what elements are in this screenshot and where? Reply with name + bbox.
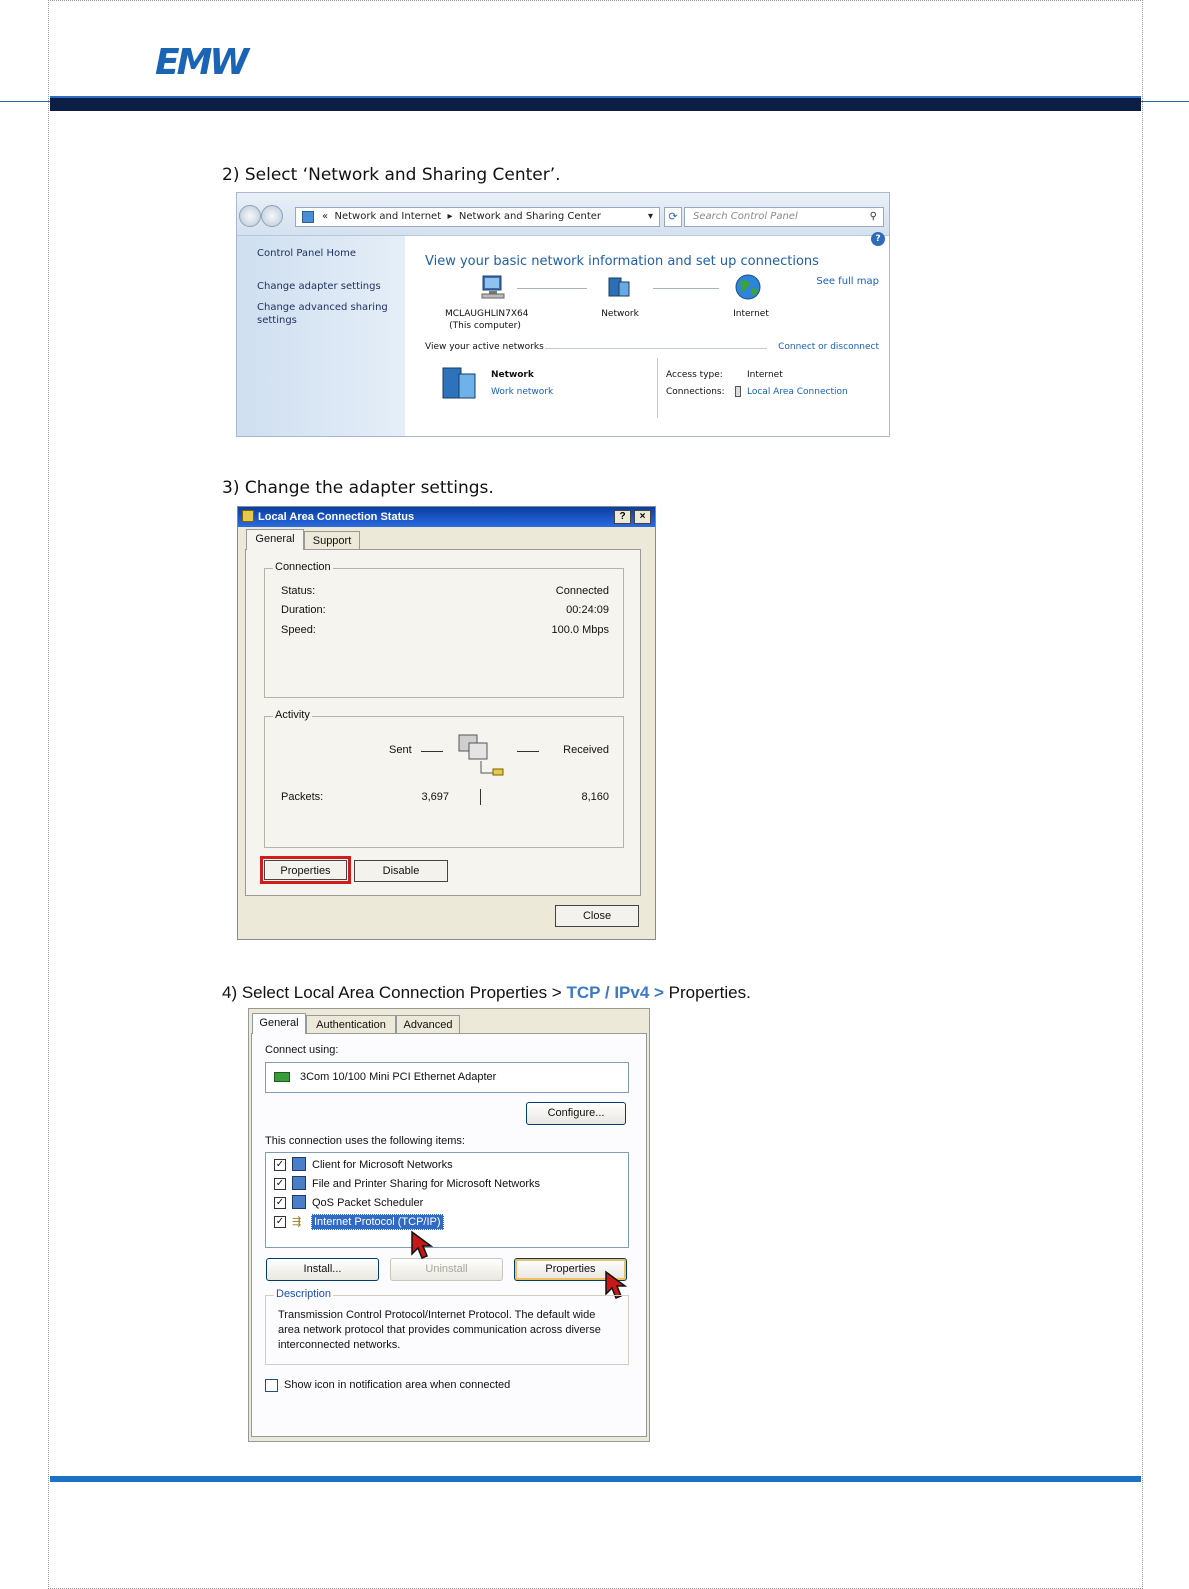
step-3-text: 3) Change the adapter settings. <box>222 478 494 498</box>
disable-button[interactable]: Disable <box>354 860 448 882</box>
see-full-map-link[interactable]: See full map <box>816 276 879 287</box>
description-group: Description Transmission Control Protocol/Internet Protocol. The default wide area network protocol that provides communication across diverse interconnected networks. <box>265 1295 629 1365</box>
node-network-label: Network <box>601 309 639 319</box>
sharing-icon <box>292 1176 306 1190</box>
help-button[interactable]: ? <box>614 510 631 524</box>
network-icon <box>441 364 481 400</box>
sent-label: Sent <box>389 744 412 756</box>
access-type-label: Access type: <box>666 370 723 380</box>
configure-button[interactable]: Configure... <box>526 1102 626 1125</box>
item-checkbox[interactable]: ✓ <box>275 1159 285 1170</box>
work-network-link[interactable]: Work network <box>491 387 554 397</box>
item-checkbox[interactable]: ✓ <box>275 1197 285 1208</box>
link-line <box>517 288 587 289</box>
packets-label: Packets: <box>281 791 324 803</box>
adapter-name: 3Com 10/100 Mini PCI Ethernet Adapter <box>300 1071 497 1083</box>
sidebar-item-change-adapter[interactable]: Change adapter settings <box>257 281 381 292</box>
computer-icon <box>479 274 507 300</box>
received-label: Received <box>563 744 609 756</box>
list-item[interactable]: QoS Packet Scheduler <box>312 1197 424 1209</box>
status-label: Status: <box>281 585 316 597</box>
general-panel <box>251 1033 647 1437</box>
adapter-icon <box>274 1072 290 1082</box>
tab-general[interactable]: General <box>252 1013 306 1034</box>
back-button[interactable] <box>239 205 261 227</box>
search-icon[interactable]: ⚲ <box>869 211 877 222</box>
protocol-icon: ⇶ <box>292 1216 302 1228</box>
properties-button[interactable]: Properties <box>264 860 347 880</box>
speed-value: 100.0 Mbps <box>551 624 609 636</box>
network-sharing-center-screenshot <box>236 192 890 437</box>
general-panel <box>245 549 641 896</box>
chevron-right-icon: ▸ <box>444 211 456 222</box>
list-item[interactable]: File and Printer Sharing for Microsoft Networks <box>312 1178 541 1190</box>
tab-support[interactable]: Support <box>304 531 360 550</box>
sidebar <box>237 236 405 437</box>
divider <box>545 348 767 349</box>
main-pane <box>405 236 889 436</box>
list-item-selected[interactable]: Internet Protocol (TCP/IP) <box>311 1214 444 1230</box>
emw-logo: EMW <box>155 42 247 83</box>
node-computer-sub: (This computer) <box>449 321 521 331</box>
header-bar <box>50 96 1141 111</box>
qos-icon <box>292 1195 306 1209</box>
close-button[interactable]: Close <box>555 905 639 927</box>
node-internet-label: Internet <box>733 309 769 319</box>
address-bar <box>237 193 889 236</box>
network-icon <box>302 211 314 223</box>
sidebar-item-advanced-sharing[interactable]: Change advanced sharing <box>257 302 388 313</box>
dialog-title: Local Area Connection Status <box>258 511 415 523</box>
network-device-icon <box>605 272 633 300</box>
connection-properties-dialog <box>248 1008 650 1442</box>
description-text: Transmission Control Protocol/Internet Protocol. The default wide area network protocol that provides communication across diverse interconnected networks. <box>278 1309 601 1351</box>
connection-group: Connection Status: Connected Duration: 00:24:09 Speed: 100.0 Mbps <box>264 568 624 698</box>
sidebar-item-advanced-sharing-cont[interactable]: settings <box>257 315 297 326</box>
footer-bar <box>50 1476 1141 1482</box>
breadcrumb-separator: « <box>322 211 329 222</box>
step-4-text: 4) Select Local Area Connection Properties > TCP / IPv4 > Properties. <box>222 983 751 1002</box>
page-title: View your basic network information and set up connections <box>425 254 819 269</box>
breadcrumb-network-sharing[interactable]: Network and Sharing Center <box>458 211 602 222</box>
forward-button[interactable] <box>261 205 283 227</box>
active-networks-label: View your active networks <box>425 342 544 352</box>
uninstall-button: Uninstall <box>390 1258 503 1281</box>
search-input[interactable]: Search Control Panel ⚲ <box>684 207 884 227</box>
connection-icon <box>735 386 741 397</box>
sidebar-item-control-panel-home[interactable]: Control Panel Home <box>257 248 357 259</box>
help-icon[interactable]: ? <box>871 232 885 246</box>
item-checkbox[interactable]: ✓ <box>275 1178 285 1189</box>
step-2-text: 2) Select ‘Network and Sharing Center’. <box>222 165 561 185</box>
activity-group: Activity Sent Received Packets: 3,697 8,160 <box>264 716 624 848</box>
packets-sent-value: 3,697 <box>421 791 449 803</box>
connections-label: Connections: <box>666 387 725 397</box>
link-line <box>653 288 719 289</box>
item-checkbox[interactable]: ✓ <box>275 1216 285 1227</box>
refresh-icon[interactable]: ⟳ <box>664 207 682 227</box>
local-area-connection-link[interactable]: Local Area Connection <box>747 387 848 397</box>
show-icon-checkbox[interactable] <box>265 1379 278 1392</box>
network-activity-icon <box>453 729 513 777</box>
connect-using-label: Connect using: <box>265 1044 339 1056</box>
access-type-value: Internet <box>747 370 783 380</box>
connect-or-disconnect-link[interactable]: Connect or disconnect <box>778 342 879 352</box>
tab-advanced[interactable]: Advanced <box>396 1015 460 1034</box>
divider <box>657 358 658 418</box>
install-button[interactable]: Install... <box>266 1258 379 1281</box>
status-value: Connected <box>555 585 609 597</box>
duration-value: 00:24:09 <box>566 604 609 616</box>
connection-icon <box>242 510 254 522</box>
active-network-name: Network <box>491 370 534 380</box>
duration-label: Duration: <box>281 604 326 616</box>
client-icon <box>292 1157 306 1171</box>
show-icon-label[interactable]: Show icon in notification area when connected <box>284 1379 511 1391</box>
breadcrumb[interactable] <box>295 207 660 227</box>
tab-authentication[interactable]: Authentication <box>306 1015 396 1034</box>
items-label: This connection uses the following items: <box>265 1135 465 1147</box>
list-item[interactable]: Client for Microsoft Networks <box>312 1159 453 1171</box>
adapter-field <box>265 1062 629 1093</box>
close-icon[interactable]: × <box>634 510 651 524</box>
properties-button[interactable]: Properties <box>514 1258 627 1281</box>
node-computer-label: MCLAUGHLIN7X64 <box>445 309 529 319</box>
chevron-down-icon[interactable]: ▾ <box>647 211 653 222</box>
speed-label: Speed: <box>281 624 316 636</box>
globe-icon <box>733 272 763 302</box>
items-list <box>265 1152 629 1248</box>
dialog-titlebar <box>238 507 655 527</box>
connection-status-dialog <box>237 506 656 940</box>
tcp-ipv4-highlight: TCP / IPv4 > <box>566 983 664 1002</box>
packets-received-value: 8,160 <box>581 791 609 803</box>
tab-general[interactable]: General <box>246 529 304 550</box>
breadcrumb-network-internet[interactable]: Network and Internet <box>334 211 442 222</box>
